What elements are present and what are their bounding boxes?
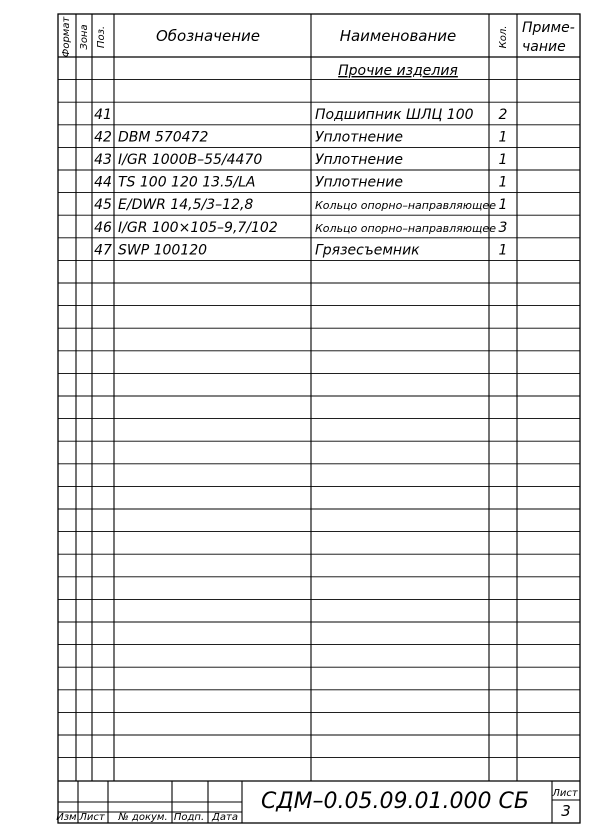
tb-doc-no: № докум. [118, 812, 168, 823]
header-zone: Зона [79, 24, 90, 50]
header-pos: Поз. [96, 25, 107, 49]
tb-sheet-number: 3 [561, 802, 571, 820]
row-designation: I/GR 1000B–55/4470 [118, 152, 263, 168]
row-pos: 47 [94, 242, 112, 259]
header-note-line2: чание [522, 39, 566, 55]
section-title: Прочие изделия [338, 63, 458, 79]
header-format: Формат [61, 16, 72, 58]
row-name: Уплотнение [315, 174, 403, 191]
tb-list: Лист [79, 812, 105, 823]
row-pos: 46 [94, 219, 112, 236]
row-qty: 2 [498, 106, 508, 123]
row-qty: 1 [498, 152, 508, 168]
row-designation: SWP 100120 [118, 242, 208, 259]
row-name: Подшипник ШЛЦ 100 [315, 106, 474, 123]
row-qty: 1 [498, 197, 508, 214]
tb-date: Дата [212, 812, 238, 823]
row-pos: 43 [94, 152, 112, 168]
row-designation: I/GR 100×105–9,7/102 [118, 219, 278, 236]
row-pos: 41 [94, 106, 112, 123]
row-name: Уплотнение [315, 152, 403, 168]
row-designation: E/DWR 14,5/3–12,8 [118, 197, 254, 214]
tb-sheet-label: Лист [552, 788, 578, 799]
tb-sign: Подп. [173, 812, 205, 823]
row-name: Кольцо опорно–направляющее [315, 221, 496, 235]
row-pos: 44 [94, 174, 112, 191]
document-code: СДМ–0.05.09.01.000 СБ [261, 789, 529, 814]
row-designation: DBM 570472 [118, 129, 209, 146]
row-name: Кольцо опорно–направляющее [315, 199, 496, 213]
row-pos: 42 [94, 129, 112, 146]
row-name: Уплотнение [315, 129, 403, 146]
row-name: Грязесъемник [315, 242, 420, 259]
row-pos: 45 [94, 197, 112, 214]
header-designation: Обозначение [155, 27, 261, 45]
header-note-line1: Приме- [522, 20, 575, 36]
row-designation: TS 100 120 13.5/LA [118, 174, 256, 191]
row-qty: 1 [498, 174, 508, 191]
row-qty: 3 [498, 219, 508, 236]
row-qty: 1 [498, 242, 508, 259]
header-qty: Кол. [498, 25, 509, 49]
tb-izm: Изм. [56, 812, 80, 823]
row-qty: 1 [498, 129, 508, 146]
header-name: Наименование [339, 27, 457, 45]
